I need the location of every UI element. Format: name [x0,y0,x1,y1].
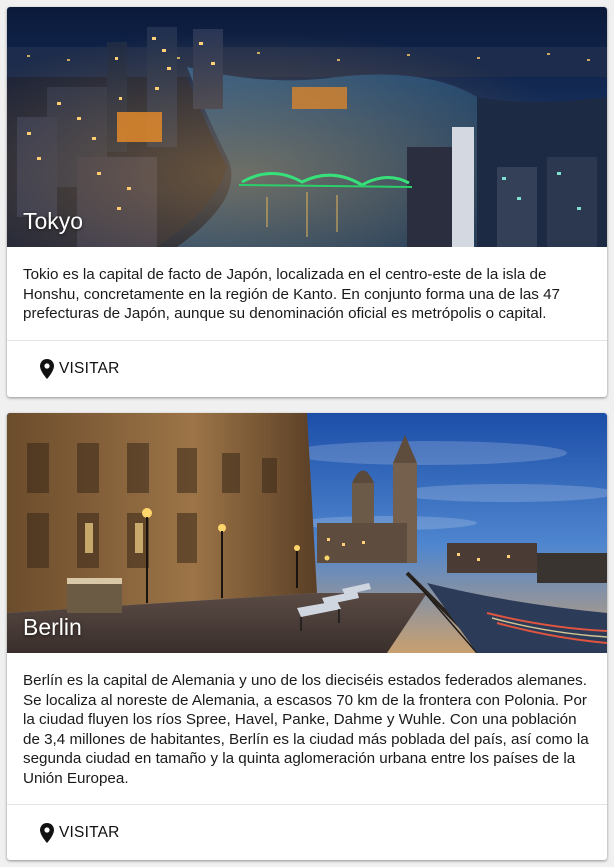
tokyo-night-skyline-image [7,7,607,247]
card-image-tokyo [7,7,607,247]
berlin-dusk-cityscape-image [7,413,607,653]
card-description-tokyo: Tokio es la capital de facto de Japón, localizada en el centro-este de la isla de Honshu, concretamente en la región de Kanto. En conjunto forma una de las 47 prefecturas de Japón, aunque su denominación oficial es metrópolis o capital. [23,266,560,322]
card-title-tokyo: Tokyo [23,208,84,234]
card-actions-berlin [7,804,607,860]
city-card-berlin [7,413,607,860]
visit-button-berlin[interactable] [40,823,120,843]
card-image-berlin [7,413,607,653]
card-actions-tokyo [7,340,607,397]
map-marker-icon [40,359,54,379]
visit-button-label: VISITAR [59,360,120,377]
card-title-berlin: Berlin [23,614,82,640]
visit-button-tokyo[interactable] [40,359,120,379]
card-description-berlin: Berlín es la capital de Alemania y uno de los dieciséis estados federados alemanes. Se localiza al noreste de Alemania, a escasos 70 km de la frontera con Polonia. Por la ciudad fluyen los ríos Spree, Havel, Panke, Dahme y Wuhle. Con una población de 3,4 millones de habitantes, Berlín es la ciudad más poblada del país, así como la segunda ciudad en tamaño y la quinta aglomeración urbana entre los países de la Unión Europea. [23,672,589,787]
city-card-tokyo [7,7,607,397]
visit-button-label: VISITAR [59,824,120,841]
map-marker-icon [40,823,54,843]
